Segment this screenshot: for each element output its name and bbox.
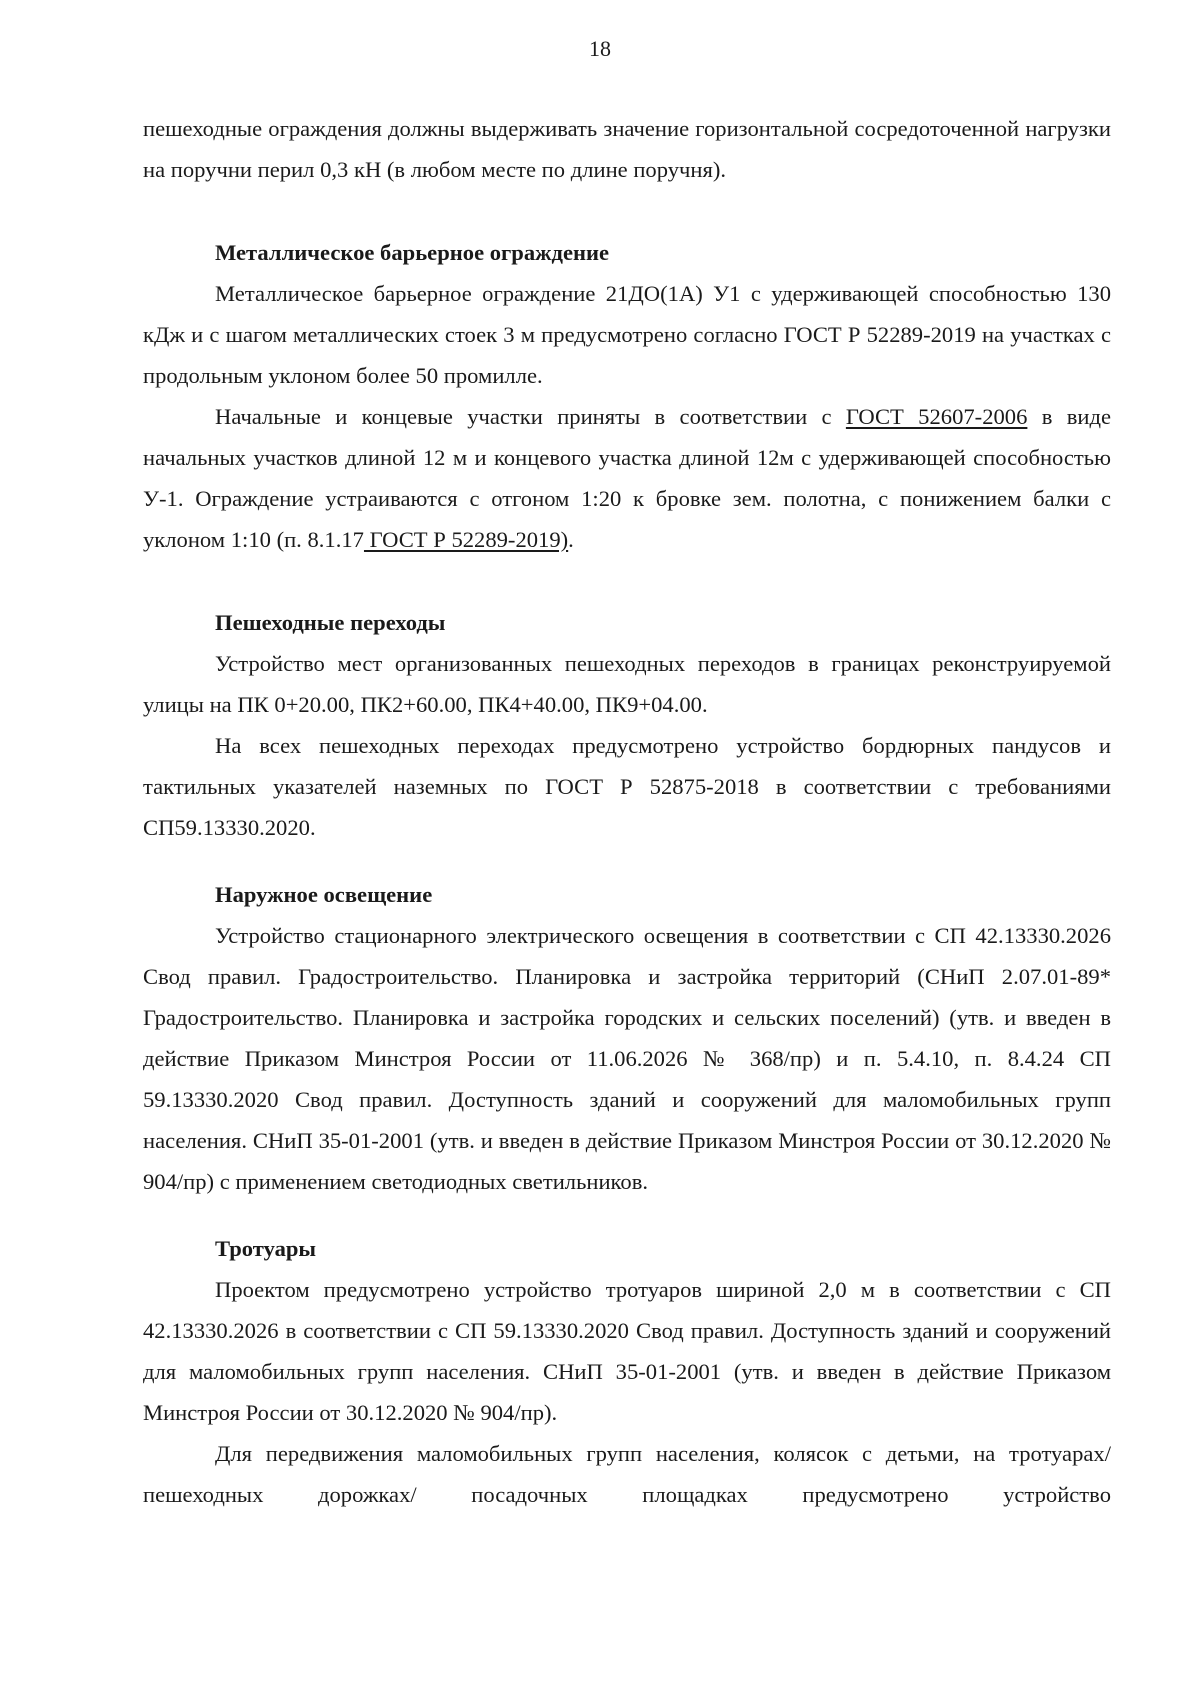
barrier-paragraph-2-text-a: Начальные и концевые участки приняты в соответствии с [215,404,846,429]
sidewalks-paragraph-2: Для передвижения маломобильных групп населения, колясок с детьми, на тротуарах/пешеходных дорожках/ посадочных площадках предусмотрено устройство [143,1441,1111,1507]
intro-paragraph: пешеходные ограждения должны выдерживать значение горизонтальной сосредоточенной нагрузки на поручни перил 0,3 кН (в любом месте по длине поручня). [143,116,1111,182]
heading-lighting: Наружное освещение [215,882,433,907]
spacer [143,1202,1111,1228]
heading-sidewalks: Тротуары [215,1236,317,1261]
spacer [143,560,1111,602]
crossings-paragraph-2: На всех пешеходных переходах предусмотрено устройство бордюрных пандусов и тактильных указателей наземных по ГОСТ Р 52875-2018 в соответствии с требованиями СП59.13330.2020. [143,733,1111,840]
barrier-paragraph-2 [143,396,1111,560]
page-number: 18 [589,36,611,61]
crossings-paragraph-1: Устройство мест организованных пешеходных переходов в границах реконструируемой улицы на ПК 0+20.00, ПК2+60.00, ПК4+40.00, ПК9+04.00. [143,651,1111,717]
lighting-paragraph-1: Устройство стационарного электрического освещения в соответствии с СП 42.13330.2026 Свод правил. Градостроительство. Планировка и застройка территорий (СНиП 2.07.01-89* Градостроительство. Планировка и застройка городских и сельских поселений) (утв. и введен в действие Приказом Минстроя России от 11.06.2026 № 368/пр) и п. 5.4.10, п. 8.4.24 СП 59.13330.2020 Свод правил. Доступность зданий и сооружений для маломобильных групп населения. СНиП 35-01-2001 (утв. и введен в действие Приказом Минстроя России от 30.12.2020 № 904/пр) с применением светодиодных светильников. [143,923,1111,1194]
gost-52607-link[interactable]: ГОСТ 52607-2006 [845,404,1028,429]
spacer [143,190,1111,232]
barrier-paragraph-1: Металлическое барьерное ограждение 21ДО(1А) У1 с удерживающей способностью 130 кДж и с шагом металлических стоек 3 м предусмотрено согласно ГОСТ Р 52289-2019 на участках с продольным уклоном более 50 промилле. [143,281,1111,388]
barrier-paragraph-2-text-c: . [568,527,574,552]
spacer [143,848,1111,874]
heading-barrier: Металлическое барьерное ограждение [215,240,610,265]
barrier-paragraph-2-text-b: в виде начальных участков длиной 12 м и концевого участка длиной 12м с удерживающей способностью У-1. Ограждение устраиваются с отгоном 1:20 к бровке зем. полотна, с понижением балки с уклоном 1:10 (п. 8.1.17 [143,404,1112,552]
gost-52289-link[interactable]: ГОСТ Р 52289-2019) [363,527,569,552]
document-body [143,108,1111,1515]
sidewalks-paragraph-1: Проектом предусмотрено устройство тротуаров шириной 2,0 м в соответствии с СП 42.13330.2026 в соответствии с СП 59.13330.2020 Свод правил. Доступность зданий и сооружений для маломобильных групп населения. СНиП 35-01-2001 (утв. и введен в действие Приказом Минстроя России от 30.12.2020 № 904/пр). [143,1277,1111,1425]
heading-crossings: Пешеходные переходы [215,610,446,635]
